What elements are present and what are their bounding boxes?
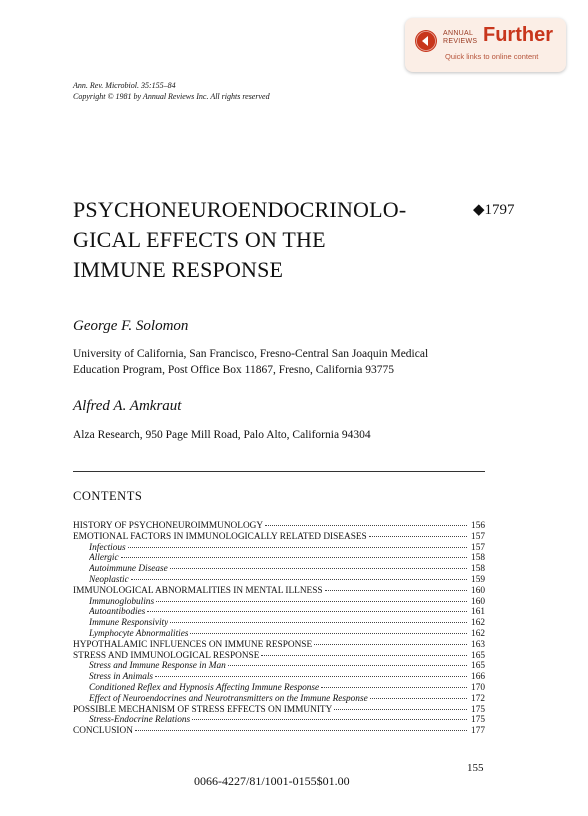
- table-of-contents: [73, 521, 485, 737]
- article-code: ◆1797: [473, 202, 515, 218]
- toc-entry-page: 162: [471, 628, 485, 639]
- toc-entry-title: Neoplastic: [89, 574, 129, 585]
- toc-entry-page: 165: [471, 650, 485, 661]
- footer-code: 0066-4227/81/1001-0155$01.00: [194, 774, 350, 788]
- toc-entry-title: Stress and Immune Response in Man: [89, 661, 226, 672]
- toc-entry[interactable]: [73, 726, 485, 737]
- toc-entry[interactable]: [73, 521, 485, 532]
- toc-entry[interactable]: [73, 597, 485, 608]
- toc-entry-page: 156: [471, 521, 485, 531]
- toc-entry-page: 170: [471, 682, 485, 693]
- toc-entry-title: EMOTIONAL FACTORS IN IMMUNOLOGICALLY RELATED DISEASES: [73, 531, 367, 542]
- toc-leader-dots: [321, 687, 467, 688]
- toc-entry-title: Autoantibodies: [89, 607, 146, 618]
- toc-leader-dots: [135, 730, 467, 731]
- toc-entry-page: 162: [471, 618, 485, 629]
- toc-leader-dots: [314, 644, 467, 645]
- toc-entry-page: 161: [471, 607, 485, 618]
- toc-entry-page: 157: [471, 531, 485, 542]
- toc-entry-page: 172: [471, 693, 485, 704]
- page-number: 155: [467, 762, 484, 774]
- toc-entry-title: IMMUNOLOGICAL ABNORMALITIES IN MENTAL ILLNESS: [73, 585, 323, 596]
- toc-leader-dots: [121, 557, 467, 558]
- annual-reviews-further-banner[interactable]: [405, 18, 566, 72]
- toc-entry-title: Immune Responsivity: [89, 618, 169, 629]
- toc-entry[interactable]: [73, 651, 485, 662]
- toc-entry[interactable]: [73, 543, 485, 554]
- publisher-name: ANNUAL REVIEWS: [443, 30, 478, 45]
- author-name: Alfred A. Amkraut: [73, 398, 182, 414]
- toc-leader-dots: [228, 665, 467, 666]
- toc-entry-page: 165: [471, 661, 485, 672]
- toc-entry-title: HYPOTHALAMIC INFLUENCES ON IMMUNE RESPONSE: [73, 639, 313, 650]
- author-name: George F. Solomon: [73, 318, 189, 334]
- toc-leader-dots: [325, 590, 467, 591]
- toc-leader-dots: [334, 709, 467, 710]
- toc-entry-page: 158: [471, 564, 485, 575]
- toc-leader-dots: [370, 698, 467, 699]
- toc-entry-title: Autoimmune Disease: [89, 564, 168, 575]
- circle-arrow-icon: [415, 30, 437, 52]
- toc-leader-dots: [369, 536, 467, 537]
- toc-entry-title: STRESS AND IMMUNOLOGICAL RESPONSE: [73, 650, 260, 661]
- toc-entry-title: Allergic: [89, 553, 119, 564]
- toc-entry[interactable]: [73, 553, 485, 564]
- toc-entry[interactable]: [73, 618, 485, 629]
- author-affiliation: University of California, San Francisco, Fresno-Central San Joaquin Medical Education Program, Post Office Box 11867, Fresno, California 93775: [73, 348, 429, 376]
- toc-leader-dots: [128, 547, 467, 548]
- toc-entry[interactable]: [73, 532, 485, 543]
- toc-entry-title: HISTORY OF PSYCHONEUROIMMUNOLOGY: [73, 521, 264, 531]
- toc-entry[interactable]: [73, 661, 485, 672]
- toc-entry-page: 159: [471, 574, 485, 585]
- toc-leader-dots: [261, 655, 467, 656]
- toc-entry-page: 177: [471, 726, 485, 737]
- toc-leader-dots: [190, 633, 467, 634]
- toc-leader-dots: [265, 525, 467, 526]
- toc-entry-title: Immunoglobulins: [89, 596, 155, 607]
- toc-entry[interactable]: [73, 575, 485, 586]
- author-affiliation: Alza Research, 950 Page Mill Road, Palo Alto, California 94304: [73, 429, 371, 441]
- toc-entry-title: CONCLUSION: [73, 726, 133, 737]
- toc-entry-page: 175: [471, 704, 485, 715]
- toc-entry[interactable]: [73, 564, 485, 575]
- toc-entry-title: Lymphocyte Abnormalities: [89, 628, 189, 639]
- divider: [73, 471, 485, 472]
- toc-entry-page: 160: [471, 585, 485, 596]
- toc-entry-title: Stress in Animals: [89, 672, 154, 683]
- toc-entry-title: Stress-Endocrine Relations: [89, 715, 191, 726]
- toc-leader-dots: [147, 611, 467, 612]
- toc-entry-title: POSSIBLE MECHANISM OF STRESS EFFECTS ON IMMUNITY: [73, 704, 333, 715]
- toc-leader-dots: [131, 579, 467, 580]
- toc-entry-page: 163: [471, 639, 485, 650]
- toc-entry-page: 158: [471, 553, 485, 564]
- toc-entry-page: 166: [471, 672, 485, 683]
- toc-leader-dots: [192, 719, 467, 720]
- toc-leader-dots: [170, 568, 467, 569]
- toc-entry[interactable]: [73, 629, 485, 640]
- toc-entry[interactable]: [73, 683, 485, 694]
- further-wordmark: Further: [483, 24, 553, 46]
- toc-entry-page: 175: [471, 715, 485, 726]
- toc-entry[interactable]: [73, 694, 485, 705]
- toc-entry-title: Conditioned Reflex and Hypnosis Affecting Immune Response: [89, 682, 320, 693]
- contents-heading: CONTENTS: [73, 489, 143, 503]
- toc-entry-title: Infectious: [89, 542, 126, 553]
- toc-leader-dots: [155, 676, 467, 677]
- toc-entry-page: 157: [471, 542, 485, 553]
- article-title: PSYCHONEUROENDOCRINOLO- GICAL EFFECTS ON THE IMMUNE RESPONSE: [73, 197, 407, 282]
- toc-entry-page: 160: [471, 596, 485, 607]
- toc-leader-dots: [156, 601, 467, 602]
- toc-leader-dots: [170, 622, 467, 623]
- toc-entry[interactable]: [73, 607, 485, 618]
- banner-tagline: Quick links to online content: [445, 52, 539, 61]
- toc-entry[interactable]: [73, 672, 485, 683]
- toc-entry[interactable]: [73, 715, 485, 726]
- journal-citation: Ann. Rev. Microbiol. 35:155–84 Copyright © 1981 by Annual Reviews Inc. All rights reserved: [73, 81, 270, 101]
- toc-entry[interactable]: [73, 640, 485, 651]
- toc-entry[interactable]: [73, 705, 485, 716]
- toc-entry-title: Effect of Neuroendocrines and Neurotransmitters on the Immune Response: [89, 693, 368, 704]
- toc-entry[interactable]: [73, 586, 485, 597]
